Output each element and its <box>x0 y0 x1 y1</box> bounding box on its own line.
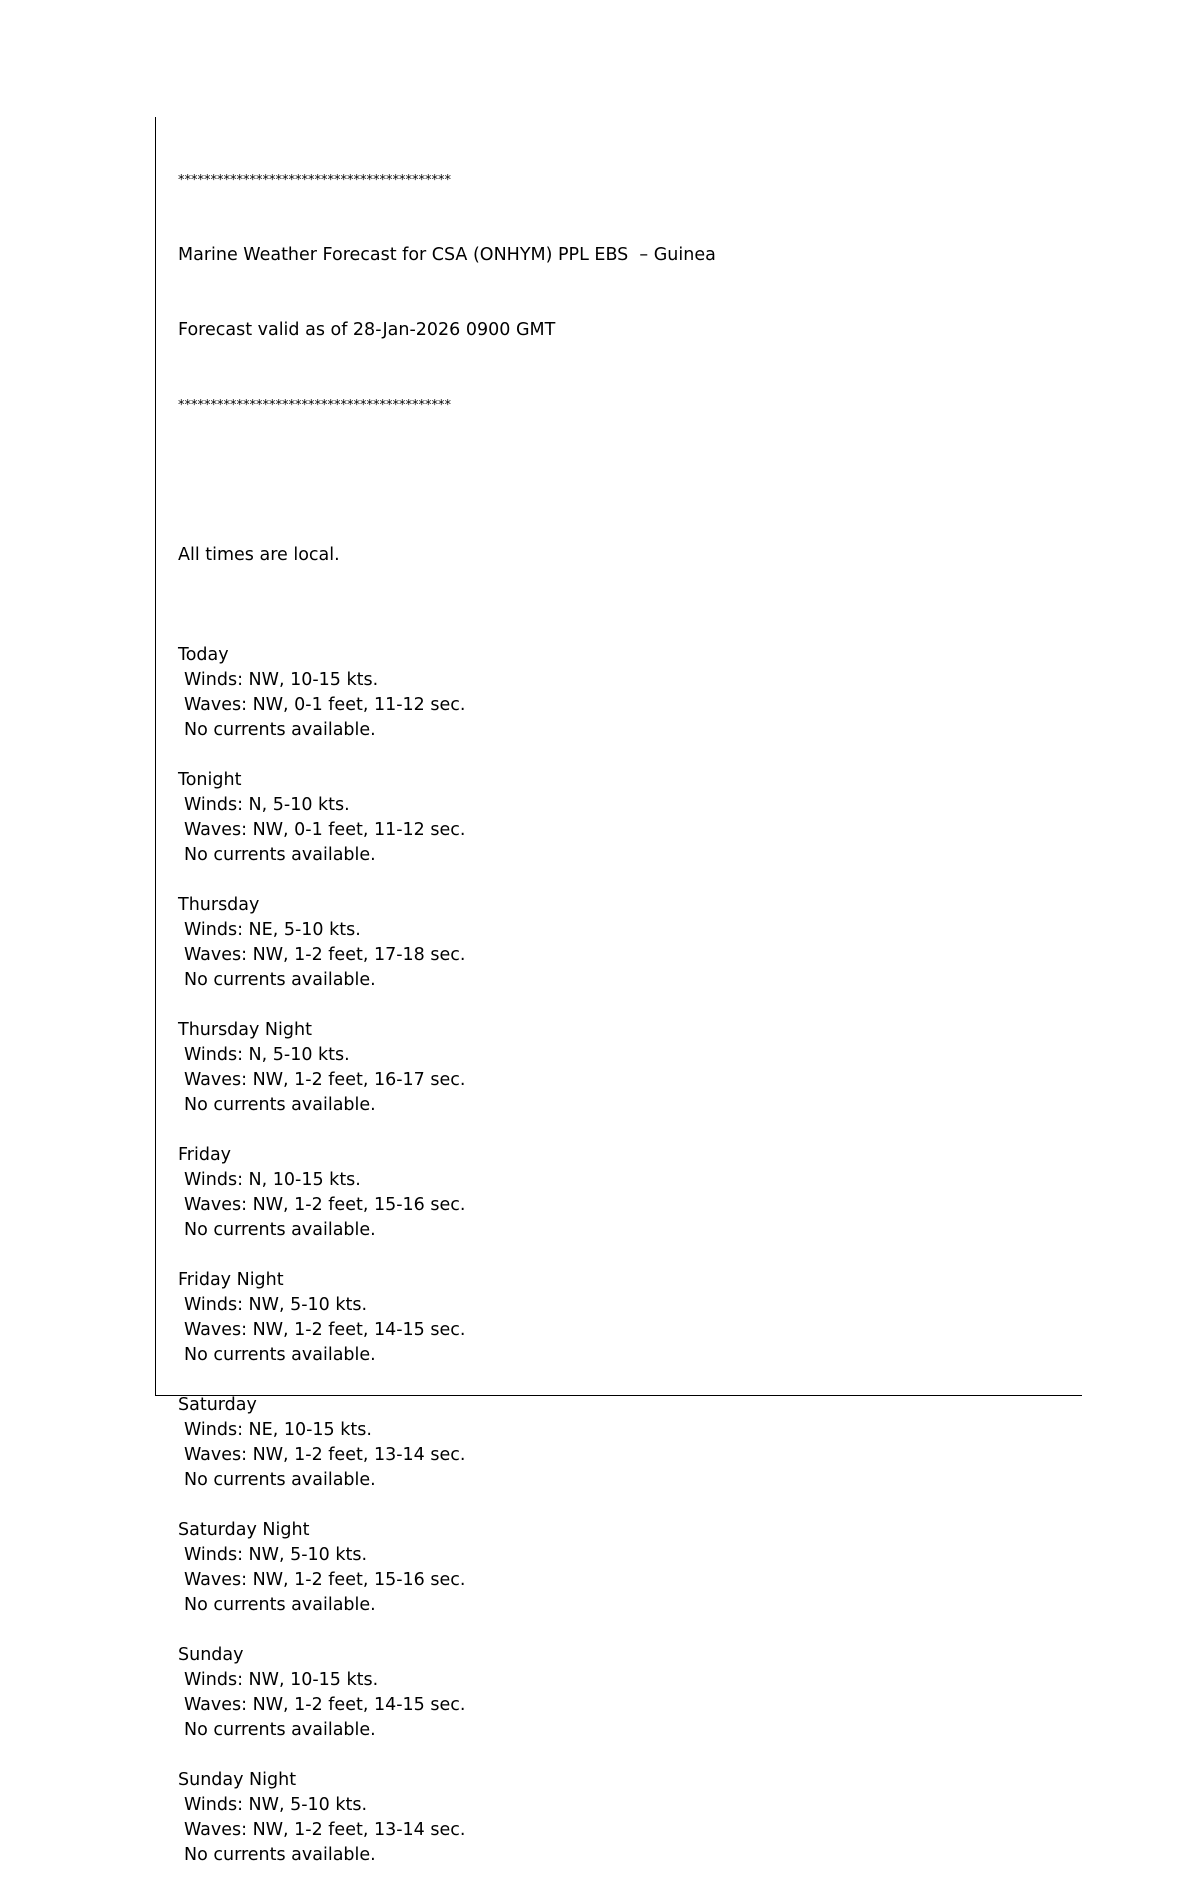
winds: Winds: NW, 10-15 kts. <box>184 670 379 690</box>
blank-line <box>178 1493 716 1518</box>
winds: Winds: N, 5-10 kts. <box>184 795 350 815</box>
blank-line <box>178 618 716 643</box>
time-note: All times are local. <box>178 545 340 565</box>
frame-left-border <box>155 117 156 1396</box>
currents: No currents available. <box>184 1095 376 1115</box>
currents: No currents available. <box>184 1595 376 1615</box>
header-stars-bottom: ****************************************** <box>178 398 451 413</box>
currents: No currents available. <box>184 1345 376 1365</box>
period-name: Sunday <box>178 1645 244 1665</box>
currents: No currents available. <box>184 1220 376 1240</box>
currents: No currents available. <box>184 1720 376 1740</box>
period-name: Friday Night <box>178 1270 284 1290</box>
winds: Winds: N, 5-10 kts. <box>184 1045 350 1065</box>
header-stars-top: ****************************************** <box>178 173 451 188</box>
waves: Waves: NW, 0-1 feet, 11-12 sec. <box>184 820 466 840</box>
waves: Waves: NW, 0-1 feet, 11-12 sec. <box>184 695 466 715</box>
forecast-period <box>178 1243 716 1368</box>
waves: Waves: NW, 1-2 feet, 16-17 sec. <box>184 1070 466 1090</box>
forecast-period <box>178 868 716 993</box>
forecast-period <box>178 618 716 743</box>
period-name: Saturday Night <box>178 1520 310 1540</box>
blank-line <box>178 868 716 893</box>
winds: Winds: NE, 5-10 kts. <box>184 920 361 940</box>
currents: No currents available. <box>184 970 376 990</box>
winds: Winds: N, 10-15 kts. <box>184 1170 361 1190</box>
blank-line <box>178 1618 716 1643</box>
period-name: Tonight <box>178 770 242 790</box>
blank-line <box>178 743 716 768</box>
blank-line <box>178 1118 716 1143</box>
waves: Waves: NW, 1-2 feet, 13-14 sec. <box>184 1820 466 1840</box>
blank-line <box>178 1243 716 1268</box>
period-name: Sunday Night <box>178 1770 297 1790</box>
forecast-period <box>178 1618 716 1743</box>
waves: Waves: NW, 1-2 feet, 14-15 sec. <box>184 1695 466 1715</box>
currents: No currents available. <box>184 1470 376 1490</box>
period-name: Saturday <box>178 1395 257 1415</box>
winds: Winds: NW, 5-10 kts. <box>184 1295 368 1315</box>
forecast-period <box>178 993 716 1118</box>
period-name: Thursday Night <box>178 1020 312 1040</box>
forecast-period <box>178 1743 716 1868</box>
currents: No currents available. <box>184 845 376 865</box>
winds: Winds: NW, 5-10 kts. <box>184 1545 368 1565</box>
waves: Waves: NW, 1-2 feet, 14-15 sec. <box>184 1320 466 1340</box>
period-name: Friday <box>178 1145 232 1165</box>
period-name: Thursday <box>178 895 260 915</box>
blank-line <box>178 1743 716 1768</box>
forecast-document <box>178 118 716 1893</box>
forecast-valid-time: Forecast valid as of 28-Jan-2026 0900 GMT <box>178 320 556 340</box>
waves: Waves: NW, 1-2 feet, 17-18 sec. <box>184 945 466 965</box>
winds: Winds: NW, 10-15 kts. <box>184 1670 379 1690</box>
forecast-period <box>178 1493 716 1618</box>
period-name: Today <box>178 645 229 665</box>
forecast-period <box>178 743 716 868</box>
currents: No currents available. <box>184 720 376 740</box>
waves: Waves: NW, 1-2 feet, 15-16 sec. <box>184 1195 466 1215</box>
currents: No currents available. <box>184 1845 376 1865</box>
forecast-period <box>178 1368 716 1493</box>
waves: Waves: NW, 1-2 feet, 15-16 sec. <box>184 1570 466 1590</box>
forecast-periods <box>178 618 716 1868</box>
waves: Waves: NW, 1-2 feet, 13-14 sec. <box>184 1445 466 1465</box>
blank-line <box>178 468 716 493</box>
forecast-period <box>178 1118 716 1243</box>
blank-line <box>178 1368 716 1393</box>
blank-line <box>178 993 716 1018</box>
forecast-title: Marine Weather Forecast for CSA (ONHYM) PPL EBS – Guinea <box>178 245 716 265</box>
winds: Winds: NW, 5-10 kts. <box>184 1795 368 1815</box>
winds: Winds: NE, 10-15 kts. <box>184 1420 372 1440</box>
